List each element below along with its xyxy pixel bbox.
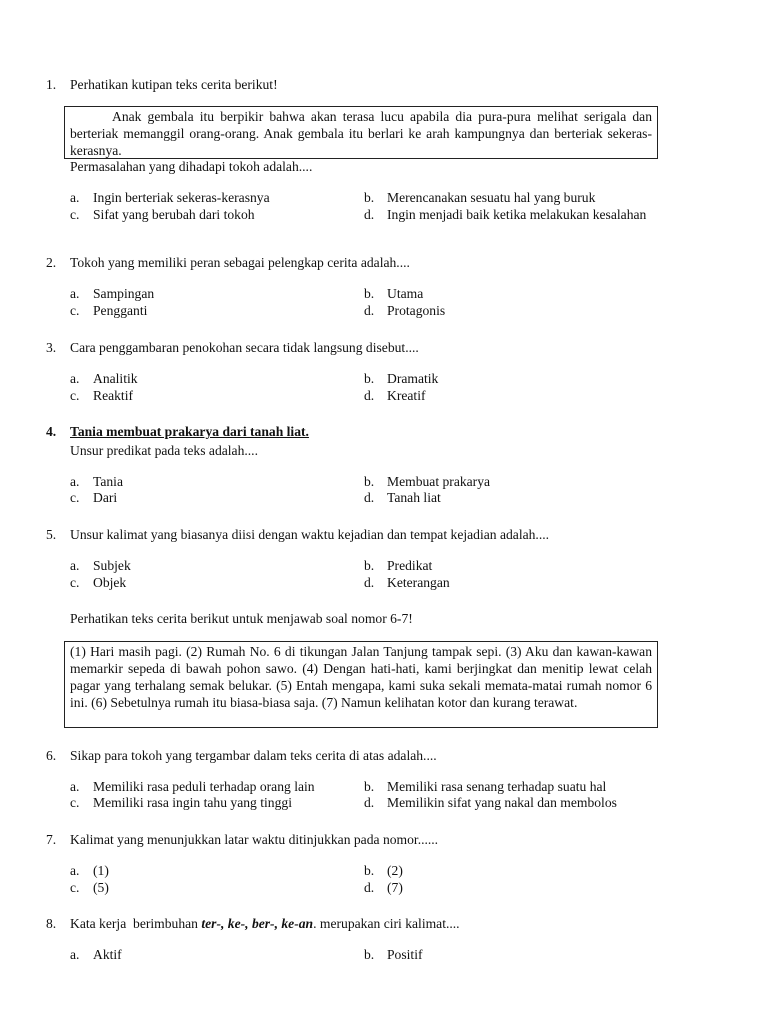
q1-option-a-letter: a. bbox=[70, 190, 80, 205]
q1-passage-box bbox=[64, 106, 658, 159]
q3-option-d: Kreatif bbox=[387, 388, 426, 403]
q6-option-b-letter: b. bbox=[364, 779, 375, 794]
q3-option-b-letter: b. bbox=[364, 371, 375, 386]
q8-option-b: Positif bbox=[387, 947, 423, 962]
passage-text: (1) Hari masih pagi. (2) Rumah No. 6 di tikungan Jalan Tanjung tampak sepi. (3) Aku dan kawan-kawan memarkir sepeda di bawah pohon sawo. (4) Dengan hati-hati, kami berjingkat dan menitip lewat celah pagar yang terhalang semak belukar. (5) Entah mengapa, kami suka sekali memata-matai rumah nomor 6 ini. (6) Sebetulnya rumah itu biasa-biasa saja. (7) Namun kelihatan kotor dan kurang terawat. bbox=[70, 644, 652, 710]
q1-option-b-letter: b. bbox=[364, 190, 375, 205]
q1-option-d-letter: d. bbox=[364, 207, 375, 222]
q8-text-affixes: ter-, ke-, ber-, ke-an bbox=[201, 916, 314, 931]
passage-box bbox=[64, 641, 658, 728]
q4-text: Tania membuat prakarya dari tanah liat. bbox=[70, 424, 309, 439]
q6-option-c-letter: c. bbox=[70, 795, 80, 810]
q6-option-c: Memiliki rasa ingin tahu yang tinggi bbox=[93, 795, 292, 810]
q3-option-a-letter: a. bbox=[70, 371, 80, 386]
q6-option-a-letter: a. bbox=[70, 779, 80, 794]
q8-text-pre: Kata kerja berimbuhan bbox=[70, 916, 202, 931]
q7-option-d-letter: d. bbox=[364, 880, 375, 895]
q8-number: 8. bbox=[46, 916, 57, 931]
q4-option-c-letter: c. bbox=[70, 490, 80, 505]
q6-option-d-letter: d. bbox=[364, 795, 375, 810]
q2-option-a: Sampingan bbox=[93, 286, 155, 301]
q5-option-d: Keterangan bbox=[387, 575, 450, 590]
q6-number: 6. bbox=[46, 748, 57, 763]
q3-option-b: Dramatik bbox=[387, 371, 439, 386]
q7-option-c: (5) bbox=[93, 880, 109, 895]
q7-option-b: (2) bbox=[387, 863, 403, 878]
q1-option-b: Merencanakan sesuatu hal yang buruk bbox=[387, 190, 596, 205]
q4-question: Unsur predikat pada teks adalah.... bbox=[70, 443, 258, 458]
q8-option-a: Aktif bbox=[93, 947, 122, 962]
q5-option-c-letter: c. bbox=[70, 575, 80, 590]
q7-option-b-letter: b. bbox=[364, 863, 375, 878]
q1-question: Permasalahan yang dihadapi tokoh adalah.... bbox=[70, 159, 313, 174]
q2-number: 2. bbox=[46, 255, 57, 270]
q8-text bbox=[70, 916, 460, 932]
q8-option-a-letter: a. bbox=[70, 947, 80, 962]
q7-text: Kalimat yang menunjukkan latar waktu ditinjukkan pada nomor...... bbox=[70, 832, 439, 847]
q2-option-c-letter: c. bbox=[70, 303, 80, 318]
q4-option-a: Tania bbox=[93, 474, 123, 489]
q2-option-c: Pengganti bbox=[93, 303, 148, 318]
q5-option-b: Predikat bbox=[387, 558, 433, 573]
q4-option-a-letter: a. bbox=[70, 474, 80, 489]
q3-option-d-letter: d. bbox=[364, 388, 375, 403]
q4-option-d: Tanah liat bbox=[387, 490, 441, 505]
q3-option-c: Reaktif bbox=[93, 388, 134, 403]
q2-option-b-letter: b. bbox=[364, 286, 375, 301]
q7-option-c-letter: c. bbox=[70, 880, 80, 895]
q5-option-c: Objek bbox=[93, 575, 127, 590]
q1-option-d: Ingin menjadi baik ketika melakukan kesalahan bbox=[387, 207, 647, 222]
q5-option-b-letter: b. bbox=[364, 558, 375, 573]
q7-number: 7. bbox=[46, 832, 57, 847]
q4-option-d-letter: d. bbox=[364, 490, 375, 505]
q6-text: Sikap para tokoh yang tergambar dalam teks cerita di atas adalah.... bbox=[70, 748, 437, 763]
q1-text: Perhatikan kutipan teks cerita berikut! bbox=[70, 77, 278, 92]
passage-intro: Perhatikan teks cerita berikut untuk menjawab soal nomor 6-7! bbox=[70, 611, 413, 626]
q4-option-b-letter: b. bbox=[364, 474, 375, 489]
q7-option-a: (1) bbox=[93, 863, 109, 878]
q2-option-b: Utama bbox=[387, 286, 424, 301]
q7-option-d: (7) bbox=[387, 880, 403, 895]
q3-option-c-letter: c. bbox=[70, 388, 80, 403]
q2-option-d-letter: d. bbox=[364, 303, 375, 318]
q2-text: Tokoh yang memiliki peran sebagai pelengkap cerita adalah.... bbox=[70, 255, 410, 270]
q1-passage: Anak gembala itu berpikir bahwa akan terasa lucu apabila dia pura-pura melihat serigala dan berteriak memanggil orang-orang. Anak gembala itu berlari ke arah kampungnya dan berteriak sekeras-kerasnya. bbox=[70, 109, 652, 158]
q5-option-a: Subjek bbox=[93, 558, 131, 573]
q6-option-d: Memilikin sifat yang nakal dan membolos bbox=[387, 795, 617, 810]
q3-text: Cara penggambaran penokohan secara tidak langsung disebut.... bbox=[70, 340, 419, 355]
q1-option-a: Ingin berteriak sekeras-kerasnya bbox=[93, 190, 270, 205]
q6-option-a: Memiliki rasa peduli terhadap orang lain bbox=[93, 779, 315, 794]
q2-option-d: Protagonis bbox=[387, 303, 446, 318]
q5-option-d-letter: d. bbox=[364, 575, 375, 590]
q2-option-a-letter: a. bbox=[70, 286, 80, 301]
q4-number: 4. bbox=[46, 424, 57, 439]
q4-option-c: Dari bbox=[93, 490, 118, 505]
q1-option-c-letter: c. bbox=[70, 207, 80, 222]
q4-option-b: Membuat prakarya bbox=[387, 474, 491, 489]
q5-number: 5. bbox=[46, 527, 57, 542]
q8-text-post: . merupakan ciri kalimat.... bbox=[313, 916, 460, 931]
q3-number: 3. bbox=[46, 340, 57, 355]
q3-option-a: Analitik bbox=[93, 371, 138, 386]
q8-option-b-letter: b. bbox=[364, 947, 375, 962]
q5-text: Unsur kalimat yang biasanya diisi dengan waktu kejadian dan tempat kejadian adalah.... bbox=[70, 527, 550, 542]
q5-option-a-letter: a. bbox=[70, 558, 80, 573]
q6-option-b: Memiliki rasa senang terhadap suatu hal bbox=[387, 779, 607, 794]
q7-option-a-letter: a. bbox=[70, 863, 80, 878]
q1-number: 1. bbox=[46, 77, 57, 92]
q1-option-c: Sifat yang berubah dari tokoh bbox=[93, 207, 255, 222]
